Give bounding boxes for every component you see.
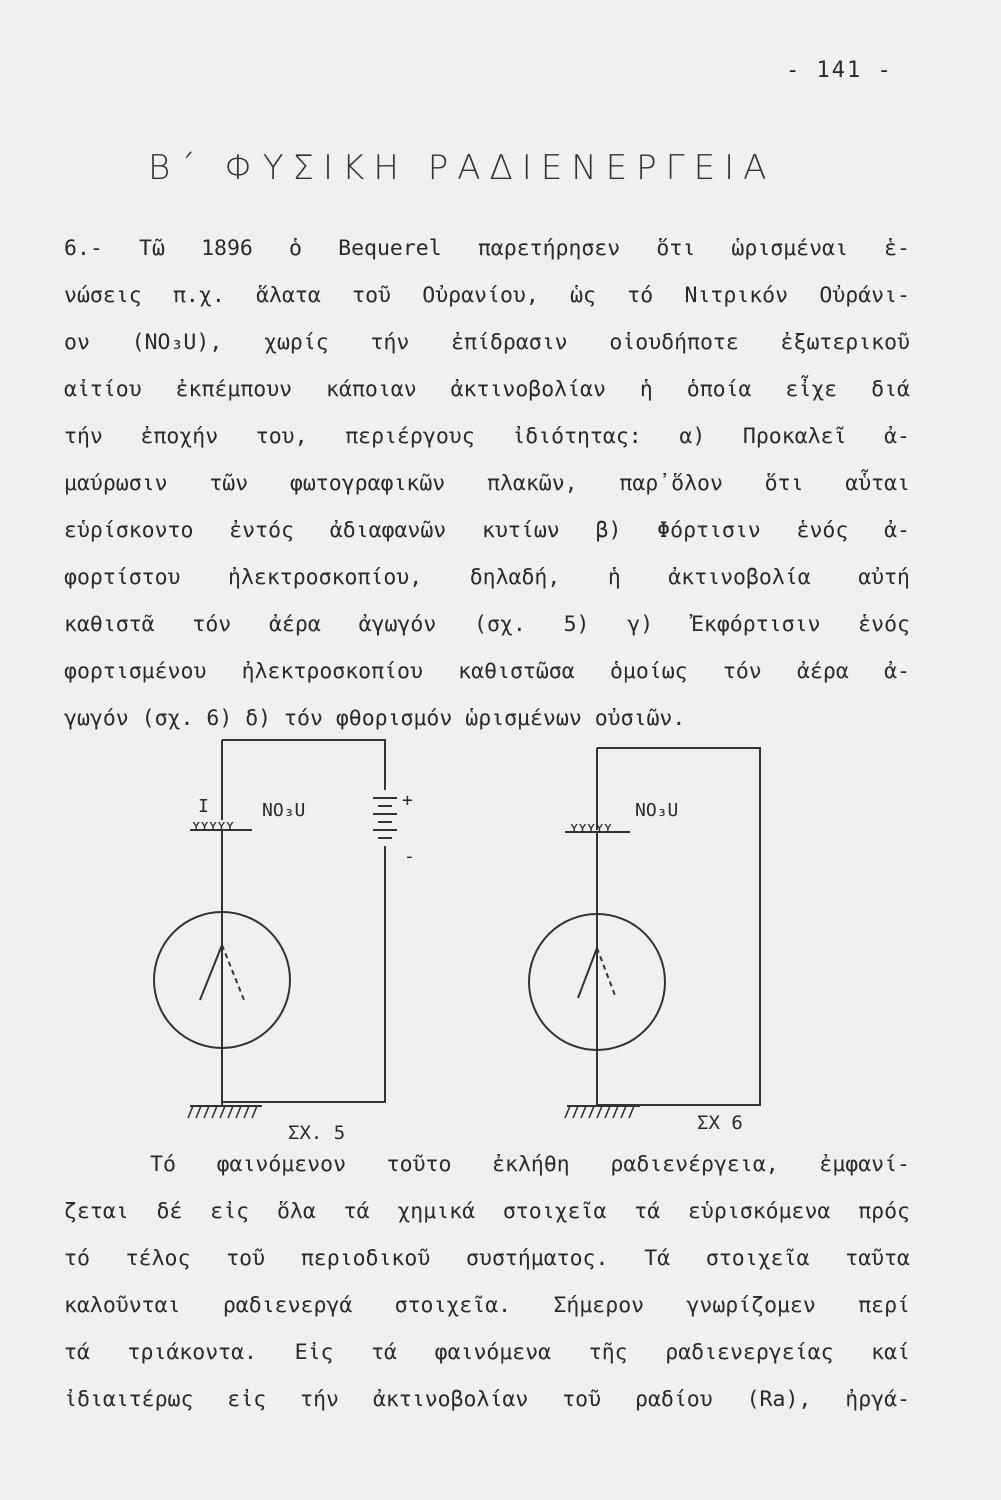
figure-5-caption: ΣΧ. 5: [288, 1122, 346, 1144]
text-line: φορτισμένου ἠλεκτροσκοπίου καθιστῶσα ὁμοίως τόν ἀέρα ἀ-: [64, 659, 910, 684]
text-line: Τό φαινόμενον τοῦτο ἐκλήθη ραδιενέργεια, ἐμφανί-: [150, 1152, 910, 1177]
figure-6-caption: ΣΧ 6: [697, 1112, 743, 1134]
section-heading: Β΄ ΦΥΣΙΚΗ ΡΑΔΙΕΝΕΡΓΕΙΑ: [148, 148, 776, 188]
page-number: - 141 -: [786, 58, 893, 83]
figure-5-plus: +: [402, 790, 413, 811]
text-line: ἰδιαιτέρως εἰς τήν ἀκτινοβολίαν τοῦ ραδίου (Ra), ἠργά-: [64, 1387, 910, 1412]
text-line: καθιστᾶ τόν ἀέρα ἀγωγόν (σχ. 5) γ) Ἐκφόρτισιν ἑνός: [64, 612, 910, 637]
figure-5-one: I: [198, 796, 209, 817]
figure-6-source-marks: ʏʏʏʏʏ: [570, 820, 613, 836]
figure-5-minus: -: [404, 846, 415, 867]
text-line: τήν ἐποχήν του, περιέργους ἰδιότητας: α) Προκαλεῖ ἀ-: [64, 424, 910, 449]
text-line: τό τέλος τοῦ περιοδικοῦ συστήματος. Τά στοιχεῖα ταῦτα: [64, 1246, 910, 1271]
text-line: μαύρωσιν τῶν φωτογραφικῶν πλακῶν, παρ᾽ὅλον ὅτι αὗται: [64, 471, 910, 496]
text-line: 6.- Τῶ 1896 ὁ Bequerel παρετήρησεν ὅτι ὡρισμέναι ἑ-: [64, 236, 910, 261]
figure-5-formula: NO₃U: [262, 800, 306, 821]
figure-6-formula: NO₃U: [635, 800, 679, 821]
text-line: ον (NO₃U), χωρίς τήν ἐπίδρασιν οἱουδήποτε ἐξωτερικοῦ: [64, 330, 910, 355]
figure-5-diagram: [0, 720, 1001, 1170]
text-line: εὑρίσκοντο ἐντός ἀδιαφανῶν κυτίων β) Φόρτισιν ἑνός ἀ-: [64, 518, 910, 543]
text-line: ζεται δέ εἰς ὅλα τά χημικά στοιχεῖα τά εὑρισκόμενα πρός: [64, 1199, 910, 1224]
text-line: τά τριάκοντα. Εἰς τά φαινόμενα τῆς ραδιενεργείας καί: [64, 1340, 910, 1365]
figure-5-source-marks: ʏʏʏʏʏ: [192, 818, 235, 834]
text-line: γωγόν (σχ. 6) δ) τόν φθορισμόν ὡρισμένων οὐσιῶν.: [64, 706, 686, 731]
text-line: καλοῦνται ραδιενεργά στοιχεῖα. Σήμερον γνωρίζομεν περί: [64, 1293, 910, 1318]
text-line: φορτίστου ἠλεκτροσκοπίου, δηλαδή, ἡ ἀκτινοβολία αὐτή: [64, 565, 910, 590]
text-line: νώσεις π.χ. ἅλατα τοῦ Οὐρανίου, ὡς τό Νιτρικόν Οὐράνι-: [64, 283, 910, 308]
text-line: αἰτίου ἐκπέμπουν κάποιαν ἀκτινοβολίαν ἡ ὁποία εἶχε διά: [64, 377, 910, 402]
